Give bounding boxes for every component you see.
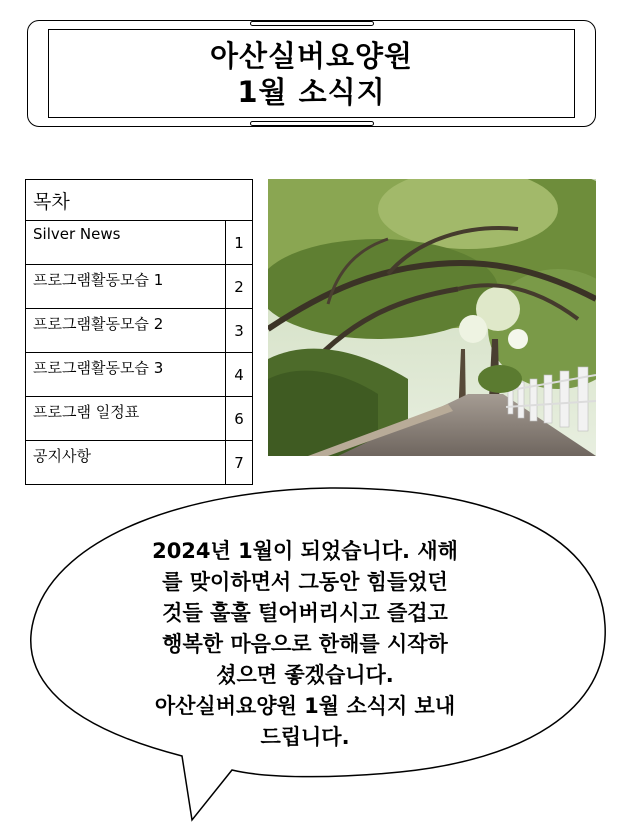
bubble-line: 셨으면 좋겠습니다.: [216, 663, 394, 687]
page-subtitle: 1월 소식지: [237, 74, 386, 109]
bubble-line: 행복한 마음으로 한해를 시작하: [162, 632, 448, 656]
toc-item-label: 프로그램활동모습 2: [26, 309, 226, 353]
bubble-line: 를 맞이하면서 그동안 힘들었던: [162, 570, 448, 594]
bubble-message: [95, 536, 515, 753]
toc-item-page: 1: [226, 221, 253, 265]
toc-item-page: 7: [226, 441, 253, 485]
toc-item-label: 공지사항: [26, 441, 226, 485]
page-title: 아산실버요양원: [209, 38, 414, 73]
toc-heading: 목차: [26, 180, 253, 221]
toc-item-page: 4: [226, 353, 253, 397]
bubble-line: 아산실버요양원 1월 소식지 보내: [154, 694, 456, 718]
bubble-line: 드립니다.: [260, 725, 350, 749]
toc-item-label: 프로그램활동모습 3: [26, 353, 226, 397]
toc-item-label: 프로그램 일정표: [26, 397, 226, 441]
bubble-line: 2024년 1월이 되었습니다. 새해: [152, 539, 458, 563]
toc-item-page: 2: [226, 265, 253, 309]
toc-item-page: 6: [226, 397, 253, 441]
toc-item-page: 3: [226, 309, 253, 353]
toc-item-label: Silver News: [26, 221, 226, 265]
bubble-line: 것들 훌훌 털어버리시고 즐겁고: [162, 601, 448, 625]
toc-item-label: 프로그램활동모습 1: [26, 265, 226, 309]
